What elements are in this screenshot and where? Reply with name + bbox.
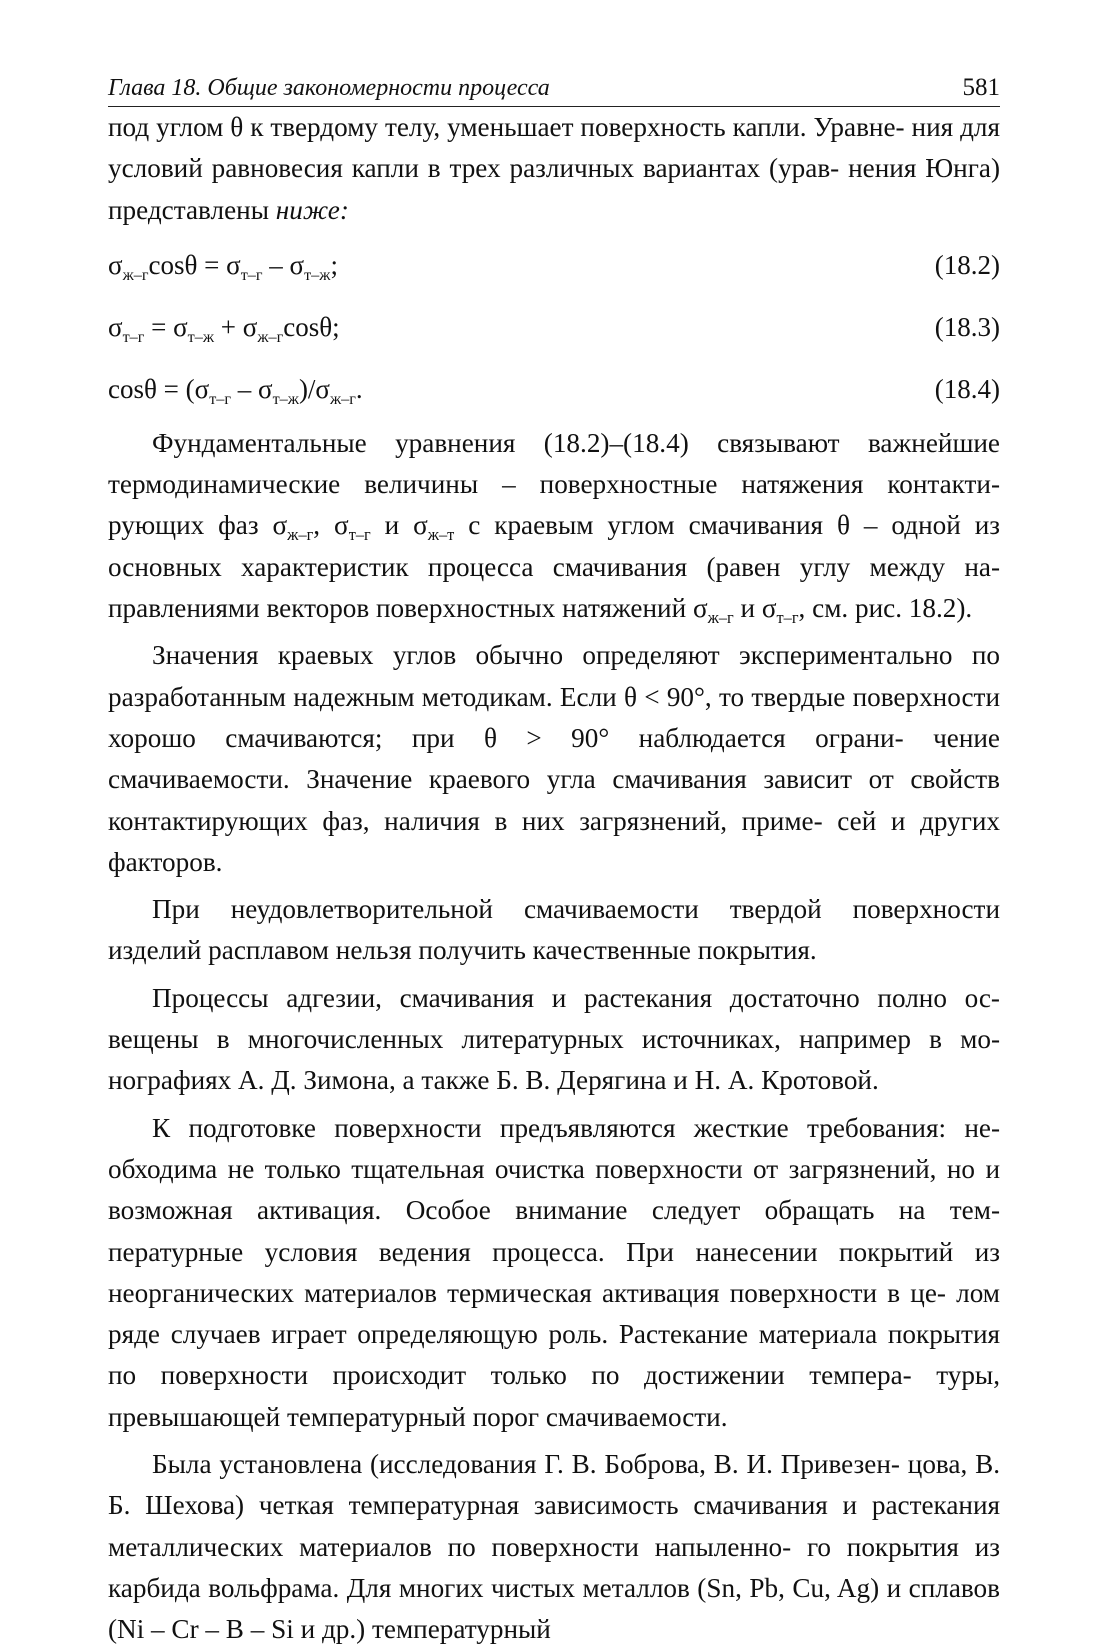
book-page xyxy=(108,70,1000,1651)
equation-18-2 xyxy=(108,231,1000,293)
equation-number: (18.2) xyxy=(934,249,1000,280)
intro-paragraph xyxy=(108,107,1000,231)
paragraph-surface-preparation: К подготовке поверхности предъявляются жесткие требования: не- обходима не только тщательная очистка поверхности от загрязнений, но и возможная активация. Особое внимание следует обращать на тем- пературные условия ведения процесса. При нанесении покрытий из неорганических материалов термическая активация поверхности в це- лом ряде случаев играет определяющую роль. Растекание материала покрытия по поверхности происходит только по достижении темпера- туры, превышающей температурный порог смачиваемости. xyxy=(108,1112,1000,1432)
equation-18-4 xyxy=(108,355,1000,417)
equation-formula: $\sigma_{ж-г}\cos\theta = \sigma_{т-г} - \sigma_{т-ж}$; xyxy=(108,249,338,284)
equation-number: (18.4) xyxy=(934,373,1000,404)
paragraph-wettability: При неудовлетворительной смачиваемости твердой поверхности изделий расплавом нельзя получить качественные покрытия. xyxy=(108,894,1000,966)
equation-number: (18.3) xyxy=(934,311,1000,342)
intro-line-2: ния для условий равновесия капли в трех различных вариантах (урав- xyxy=(108,112,1000,184)
paragraph-fundamental-equations: Фундаментальные уравнения (18.2)–(18.4) связывают важнейшие термодинамические величины – поверхностные натяжения контакти- рующих фаз $\sigma_{ж-г}$, $\sigma_{т-г}$ и $\sigma_{ж-т}$ с краевым углом смачивания θ – одной из основных характеристик процесса смачивания (равен углу между на- правлениями векторов поверхностных натяжений $\sigma_{ж-г}$ и $\sigma_{т-г}$, см. рис. 18.2). xyxy=(108,427,1000,628)
intro-line-1: под углом θ к твердому телу, уменьшает поверхность капли. Уравне- xyxy=(108,112,905,142)
paragraph-adhesion-literature: Процессы адгезии, смачивания и растекания достаточно полно ос- вещены в многочисленных литературных источниках, например в мо- нографиях А. Д. Зимона, а также Б. В. Дерягина и Н. А. Кротовой. xyxy=(108,982,1000,1096)
paragraph-contact-angles: Значения краевых углов обычно определяют экспериментально по разработанным надежным методикам. Если θ < 90°, то твердые поверхности хорошо смачиваются; при θ > 90° наблюдается ограни- чение смачиваемости. Значение краевого угла смачивания зависит от свойств контактирующих фаз, наличия в них загрязнений, приме- сей и других факторов. xyxy=(108,640,1000,877)
chapter-title: Глава 18. Общие закономерности процесса xyxy=(108,75,550,101)
intro-line-3: нения Юнга) представлены xyxy=(108,153,1000,225)
running-header xyxy=(108,70,1000,107)
page-number: 581 xyxy=(962,74,1000,101)
equation-formula: $\cos\theta = (\sigma_{т-г} - \sigma_{т-ж})/\sigma_{ж-г}$. xyxy=(108,373,363,408)
equation-18-3 xyxy=(108,293,1000,355)
body-text xyxy=(108,107,1000,1651)
paragraph-temperature-dependence: Была установлена (исследования Г. В. Боброва, В. И. Привезен- цова, В. Б. Шехова) четкая температурная зависимость смачивания и растекания металлических материалов по поверхности напыленно- го покрытия из карбида вольфрама. Для многих чистых металлов (Sn, Pb, Cu, Ag) и сплавов (Ni – Cr – B – Si и др.) температурный xyxy=(108,1449,1000,1645)
equation-formula: $\sigma_{т-г} = \sigma_{т-ж} + \sigma_{ж-г}\cos\theta$; xyxy=(108,311,340,346)
intro-emphasis: ниже: xyxy=(275,194,349,225)
